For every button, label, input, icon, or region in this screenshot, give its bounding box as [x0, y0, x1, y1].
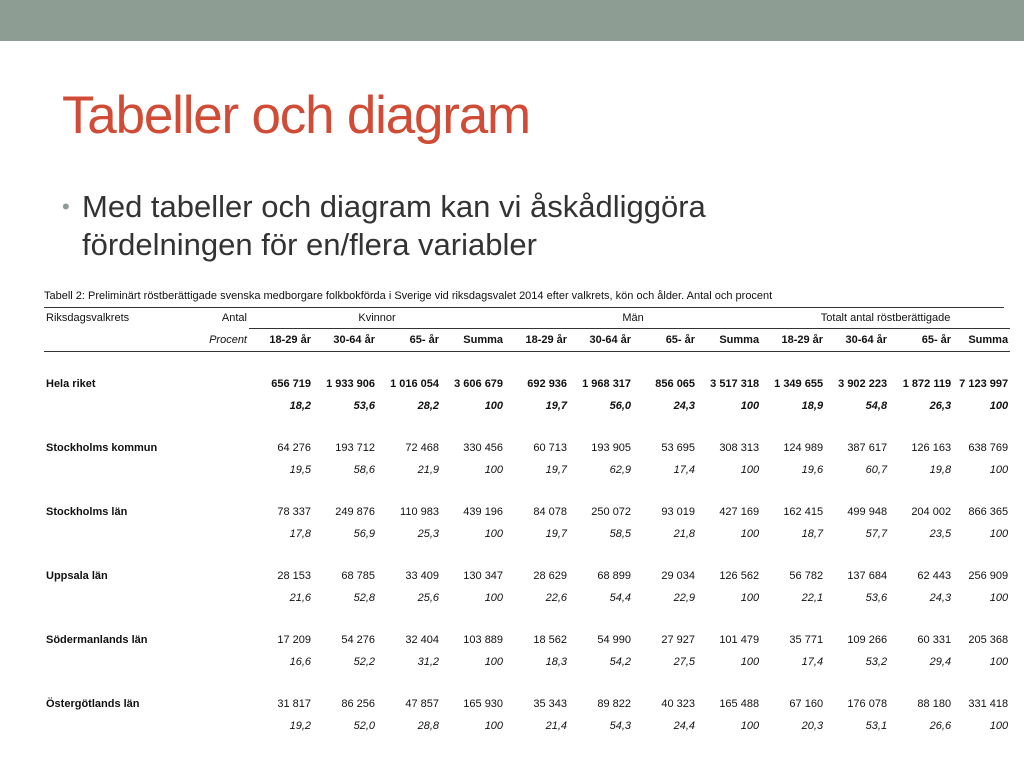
percent-cell: 62,9: [609, 464, 632, 476]
count-cell: 3 606 679: [454, 378, 504, 390]
count-cell: 60 713: [533, 442, 568, 454]
cell-blank: [44, 588, 194, 608]
count-cell: 93 019: [661, 506, 696, 518]
count-cell: 427 169: [719, 506, 760, 518]
count-cell: 86 256: [341, 698, 375, 710]
percent-cell: 21,6: [289, 592, 311, 604]
header-women: Kvinnor: [249, 308, 505, 329]
percent-cell: 19,7: [545, 528, 568, 540]
percent-cell: 18,2: [289, 400, 311, 412]
count-cell: 33 409: [405, 570, 439, 582]
column-header: 18-29 år: [505, 329, 569, 352]
percent-cell: 56,9: [353, 528, 375, 540]
percent-cell: 52,8: [353, 592, 375, 604]
table-row-percent: [44, 588, 1010, 608]
header-antal: Antal: [221, 312, 247, 325]
count-cell: 3 517 318: [710, 378, 760, 390]
count-cell: 68 899: [597, 570, 632, 582]
count-cell: 439 196: [463, 506, 504, 518]
cell-blank: [194, 652, 249, 672]
percent-cell: 18,7: [801, 528, 824, 540]
count-cell: 29 034: [661, 570, 696, 582]
count-cell: 88 180: [917, 698, 952, 710]
cell-blank: [194, 372, 249, 396]
percent-cell: 25,3: [417, 528, 439, 540]
percent-cell: 100: [989, 656, 1009, 668]
percent-cell: 52,2: [353, 656, 375, 668]
count-cell: 130 347: [463, 570, 504, 582]
count-cell: 89 822: [597, 698, 632, 710]
percent-cell: 27,5: [673, 656, 696, 668]
top-accent-bar: [0, 0, 1024, 41]
percent-cell: 17,4: [673, 464, 696, 476]
stats-table: [44, 308, 1010, 736]
count-cell: 35 771: [789, 634, 824, 646]
count-cell: 692 936: [527, 378, 568, 390]
count-cell: 165 488: [719, 698, 760, 710]
percent-cell: 100: [484, 528, 504, 540]
percent-cell: 52,0: [353, 720, 375, 732]
count-cell: 78 337: [277, 506, 311, 518]
table-row-percent: [44, 396, 1010, 416]
table-row-counts: [44, 564, 1010, 588]
row-label: Södermanlands län: [46, 634, 148, 646]
count-cell: 250 072: [591, 506, 632, 518]
count-cell: 387 617: [847, 442, 888, 454]
cell-blank: [194, 716, 249, 736]
percent-cell: 25,6: [417, 592, 439, 604]
percent-cell: 100: [484, 720, 504, 732]
cell-blank: [194, 396, 249, 416]
spacer-row: [44, 416, 1010, 436]
count-cell: 64 276: [277, 442, 311, 454]
count-cell: 60 331: [917, 634, 952, 646]
spacer-row: [44, 544, 1010, 564]
percent-cell: 26,6: [929, 720, 952, 732]
percent-cell: 53,1: [865, 720, 888, 732]
cell-blank: [194, 436, 249, 460]
count-cell: 28 629: [533, 570, 568, 582]
spacer-row: [44, 672, 1010, 692]
cell-blank: [194, 628, 249, 652]
column-header: 65- år: [633, 329, 697, 352]
count-cell: 1 349 655: [774, 378, 824, 390]
percent-cell: 60,7: [865, 464, 888, 476]
data-table: [44, 290, 1009, 736]
count-cell: 3 902 223: [838, 378, 888, 390]
percent-cell: 56,0: [609, 400, 632, 412]
percent-cell: 22,6: [545, 592, 568, 604]
count-cell: 7 123 997: [959, 378, 1009, 390]
percent-cell: 17,8: [289, 528, 311, 540]
count-cell: 101 479: [719, 634, 760, 646]
cell-blank: [194, 460, 249, 480]
count-cell: 54 276: [341, 634, 375, 646]
cell-blank: [194, 692, 249, 716]
column-header: 30-64 år: [313, 329, 377, 352]
table-row-percent: [44, 460, 1010, 480]
count-cell: 31 817: [277, 698, 311, 710]
spacer-row: [44, 352, 1010, 373]
percent-cell: 100: [989, 592, 1009, 604]
count-cell: 856 065: [655, 378, 696, 390]
header-region: Riksdagsvalkrets: [46, 312, 130, 325]
percent-cell: 24,3: [929, 592, 952, 604]
header-men: Män: [505, 308, 761, 329]
column-header: 65- år: [889, 329, 953, 352]
percent-cell: 100: [989, 400, 1009, 412]
count-cell: 137 684: [847, 570, 888, 582]
row-label: Stockholms kommun: [46, 442, 158, 454]
count-cell: 1 016 054: [390, 378, 439, 390]
count-cell: 638 769: [968, 442, 1009, 454]
percent-cell: 53,6: [865, 592, 888, 604]
percent-cell: 19,6: [801, 464, 824, 476]
percent-cell: 21,4: [545, 720, 568, 732]
percent-cell: 24,3: [673, 400, 696, 412]
percent-cell: 100: [740, 592, 760, 604]
percent-cell: 54,2: [609, 656, 632, 668]
count-cell: 1 968 317: [582, 378, 632, 390]
table-caption: Tabell 2: Preliminärt röstberättigade svenska medborgare folkbokförda i Sverige vid riksdagsvalet 2014 efter valkrets, kön och ålder. Antal och procent: [44, 290, 1004, 308]
percent-cell: 19,5: [289, 464, 311, 476]
cell-blank: [194, 588, 249, 608]
percent-cell: 53,6: [353, 400, 375, 412]
header-total: Totalt antal röstberättigade: [761, 308, 1010, 329]
percent-cell: 19,2: [289, 720, 311, 732]
count-cell: 18 562: [533, 634, 568, 646]
percent-cell: 58,6: [353, 464, 375, 476]
count-cell: 165 930: [463, 698, 504, 710]
spacer-row: [44, 608, 1010, 628]
row-label: Uppsala län: [46, 570, 108, 582]
count-cell: 67 160: [789, 698, 824, 710]
percent-cell: 100: [740, 656, 760, 668]
percent-cell: 28,2: [417, 400, 439, 412]
header-blank: [44, 329, 194, 352]
percent-cell: 53,2: [865, 656, 888, 668]
count-cell: 176 078: [847, 698, 888, 710]
percent-cell: 57,7: [865, 528, 888, 540]
count-cell: 40 323: [661, 698, 696, 710]
percent-cell: 18,9: [801, 400, 824, 412]
percent-cell: 100: [484, 656, 504, 668]
count-cell: 126 163: [911, 442, 952, 454]
percent-cell: 19,7: [545, 400, 568, 412]
table-row-counts: [44, 628, 1010, 652]
column-header: 65- år: [377, 329, 441, 352]
cell-blank: [44, 716, 194, 736]
cell-blank: [44, 396, 194, 416]
table-row-counts: [44, 692, 1010, 716]
percent-cell: 16,6: [289, 656, 311, 668]
header-row-groups: [44, 308, 1010, 329]
percent-cell: 58,5: [609, 528, 632, 540]
column-header: Summa: [953, 329, 1010, 352]
column-header: 30-64 år: [825, 329, 889, 352]
count-cell: 56 782: [789, 570, 824, 582]
column-header: 18-29 år: [761, 329, 825, 352]
spacer-row: [44, 480, 1010, 500]
count-cell: 193 712: [335, 442, 375, 454]
percent-cell: 100: [989, 528, 1009, 540]
cell-blank: [194, 524, 249, 544]
count-cell: 27 927: [661, 634, 696, 646]
count-cell: 110 983: [400, 506, 439, 518]
percent-cell: 100: [740, 400, 760, 412]
column-header: 18-29 år: [249, 329, 313, 352]
count-cell: 331 418: [968, 698, 1009, 710]
count-cell: 256 909: [968, 570, 1009, 582]
count-cell: 162 415: [783, 506, 824, 518]
count-cell: 47 857: [405, 698, 439, 710]
count-cell: 656 719: [271, 378, 311, 390]
percent-cell: 22,1: [801, 592, 824, 604]
column-header: Summa: [697, 329, 761, 352]
row-label: Stockholms län: [46, 506, 128, 518]
percent-cell: 100: [740, 720, 760, 732]
percent-cell: 100: [484, 400, 504, 412]
bullet-text: Med tabeller och diagram kan vi åskådliggöra fördelningen för en/flera variabler: [82, 189, 706, 262]
percent-cell: 18,3: [545, 656, 568, 668]
percent-cell: 29,4: [929, 656, 952, 668]
percent-cell: 100: [484, 464, 504, 476]
count-cell: 32 404: [405, 634, 439, 646]
percent-cell: 21,9: [417, 464, 439, 476]
percent-cell: 100: [740, 528, 760, 540]
table-row-counts: [44, 436, 1010, 460]
table-row-percent: [44, 652, 1010, 672]
count-cell: 53 695: [661, 442, 696, 454]
percent-cell: 100: [989, 720, 1009, 732]
bullet-icon: •: [62, 194, 70, 219]
percent-cell: 21,8: [673, 528, 696, 540]
count-cell: 1 872 119: [902, 378, 952, 390]
column-header: Summa: [441, 329, 505, 352]
percent-cell: 54,4: [609, 592, 632, 604]
row-label: Hela riket: [46, 378, 96, 390]
table-row-percent: [44, 524, 1010, 544]
count-cell: 126 562: [719, 570, 760, 582]
count-cell: 205 368: [968, 634, 1009, 646]
count-cell: 330 456: [463, 442, 504, 454]
count-cell: 35 343: [533, 698, 568, 710]
count-cell: 249 876: [335, 506, 375, 518]
cell-blank: [194, 564, 249, 588]
count-cell: 866 365: [968, 506, 1009, 518]
table-row-percent: [44, 716, 1010, 736]
count-cell: 62 443: [917, 570, 952, 582]
percent-cell: 31,2: [417, 656, 439, 668]
count-cell: 103 889: [463, 634, 504, 646]
table-row-counts: [44, 372, 1010, 396]
percent-cell: 24,4: [673, 720, 696, 732]
count-cell: 72 468: [405, 442, 439, 454]
header-row-columns: [44, 329, 1010, 352]
percent-cell: 22,9: [673, 592, 696, 604]
cell-blank: [194, 500, 249, 524]
count-cell: 499 948: [847, 506, 888, 518]
cell-blank: [44, 652, 194, 672]
percent-cell: 19,8: [929, 464, 952, 476]
percent-cell: 23,5: [929, 528, 952, 540]
percent-cell: 100: [989, 464, 1009, 476]
count-cell: 68 785: [341, 570, 375, 582]
slide-title: Tabeller och diagram: [62, 86, 530, 145]
count-cell: 124 989: [783, 442, 824, 454]
count-cell: 204 002: [911, 506, 952, 518]
count-cell: 109 266: [847, 634, 888, 646]
count-cell: 17 209: [277, 634, 311, 646]
cell-blank: [44, 524, 194, 544]
row-label: Östergötlands län: [46, 698, 140, 710]
column-header: 30-64 år: [569, 329, 633, 352]
percent-cell: 54,3: [609, 720, 632, 732]
percent-cell: 100: [484, 592, 504, 604]
count-cell: 84 078: [533, 506, 568, 518]
percent-cell: 26,3: [929, 400, 952, 412]
percent-cell: 28,8: [417, 720, 439, 732]
percent-cell: 20,3: [801, 720, 824, 732]
table-row-counts: [44, 500, 1010, 524]
percent-cell: 54,8: [865, 400, 888, 412]
percent-cell: 19,7: [545, 464, 568, 476]
count-cell: 28 153: [277, 570, 311, 582]
count-cell: 308 313: [719, 442, 760, 454]
percent-cell: 17,4: [801, 656, 824, 668]
count-cell: 1 933 906: [326, 378, 375, 390]
count-cell: 193 905: [591, 442, 632, 454]
cell-blank: [44, 460, 194, 480]
percent-cell: 100: [740, 464, 760, 476]
count-cell: 54 990: [597, 634, 632, 646]
header-procent: Procent: [194, 329, 249, 352]
